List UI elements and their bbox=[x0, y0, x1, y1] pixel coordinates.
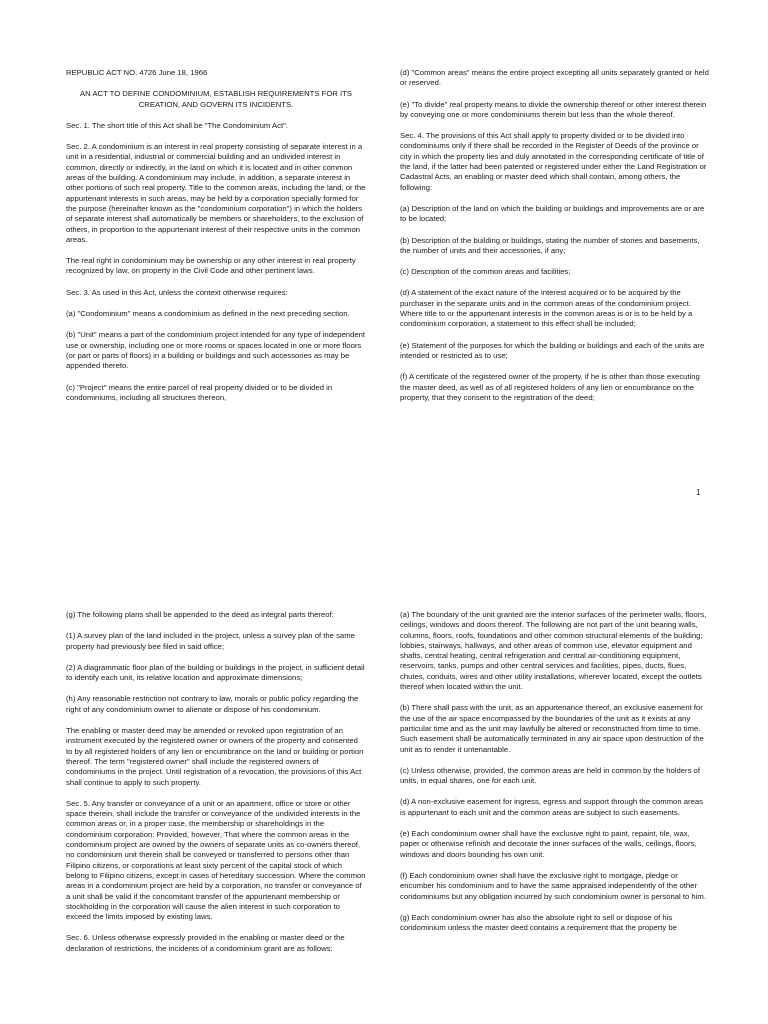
paragraph: The real right in condominium may be ownership or any other interest in real property recognized by law, on property in the Civil Code and other pertinent laws. bbox=[66, 256, 356, 276]
paragraph: (1) A survey plan of the land included in the project, unless a survey plan of the same property had previously bee filed in said office; bbox=[66, 631, 355, 651]
paragraph: Sec. 3. As used in this Act, unless the context otherwise requires: bbox=[66, 287, 288, 297]
paragraph: (e) Statement of the purposes for which the building or buildings and each of the units are intended or restricted as to use; bbox=[400, 340, 705, 360]
paragraph: (e) "To divide" real property means to divide the ownership thereof or other interest therein by conveying one or more condominiums therein but less than the whole thereof. bbox=[400, 99, 707, 119]
paragraph: Sec. 4. The provisions of this Act shall apply to property divided or to be divided into condominiums only if there shall be recorded in the Register of Deeds of the province or city in which the property lies and duly annotated in the corresponding certificate of title of the land, if the latter had been patented or registered under either the Land Registration or Cadastral Acts, an enabling or master deed which shall contain, among others, the following: bbox=[400, 131, 707, 192]
paragraph: (2) A diagrammatic floor plan of the building or buildings in the project, in sufficient detail to identify each unit, its relative location and approximate dimensions; bbox=[66, 662, 365, 683]
paragraph: (a) The boundary of the unit granted are the interior surfaces of the perimeter walls, floors, ceilings, windows and doors thereof. The following are not part of the unit bearing walls, columns, floors, roofs, foundations and other common structural elements of the building; lobbies, stairways, hallways, and other areas of common use, elevator equipment and shafts, central heating, central refrigeration and central air-conditioning equipment, reservoirs, tanks, pumps and other central services and facilities, pipes, ducts, flues, chutes, conduits, wires and other utility installations, wherever located, except the outlets thereof when located within the unit. bbox=[400, 610, 707, 692]
paragraph: Sec. 1. The short title of this Act shall be "The Condominium Act". bbox=[66, 120, 288, 130]
page2-left-column bbox=[66, 610, 366, 965]
paragraph: Sec. 6. Unless otherwise expressly provided in the enabling or master deed or the declaration of restrictions, the incidents of a condominium grant are as follows: bbox=[66, 933, 345, 953]
page2-right-column bbox=[400, 610, 710, 944]
page-number: 1 bbox=[696, 488, 701, 497]
page-gap bbox=[0, 520, 768, 590]
paragraph: (d) A non-exclusive easement for ingress, egress and support through the common areas is appurtenant to each unit and the common areas are subject to such easements. bbox=[400, 797, 703, 817]
paragraph: (c) Description of the common areas and facilities; bbox=[400, 267, 571, 277]
page1-right-column bbox=[400, 68, 710, 414]
paragraph: (g) Each condominium owner has also the absolute right to sell or dispose of his condominium unless the master deed contains a requirement that the property be bbox=[400, 912, 677, 933]
page1-left-column bbox=[66, 68, 366, 414]
paragraph: (g) The following plans shall be appended to the deed as integral parts thereof: bbox=[66, 610, 334, 619]
paragraph: (c) Unless otherwise, provided, the common areas are held in common by the holders of units, in equal shares, one for each unit. bbox=[400, 765, 700, 786]
paragraph: (b) There shall pass with the unit, as an appurtenance thereof, an exclusive easement for the use of the air space encompassed by the boundaries of the unit as it exists at any particular time and as the unit may lawfully be altered or reconstructed from time to time. Such easement shall be automatically terminated in any air space upon destruction of the unit as to render it untenantable. bbox=[400, 703, 704, 754]
act-title: AN ACT TO DEFINE CONDOMINIUM, ESTABLISH REQUIREMENTS FOR ITS CREATION, AND GOVERN ITS INCIDENTS. bbox=[80, 89, 352, 109]
paragraph: The enabling or master deed may be amended or revoked upon registration of an instrument executed by the registered owner or owners of the property and consented to by all registered holders of any lien or encumbrance on the land or building or portion thereof. The term "registered owner" shall include the registered owners of condominiums in the project. Until registration of a revocation, the provisions of this Act shall continue to apply to such property. bbox=[66, 726, 364, 787]
paragraph: (d) A statement of the exact nature of the interest acquired or to be acquired by the purchaser in the separate units and in the common areas of the condominium project. Where title to or the appurtenant interests in the common areas is or is to be held by a condominium corporation, a statement to this effect shall be included; bbox=[400, 288, 693, 329]
paragraph: (f) Each condominium owner shall have the exclusive right to mortgage, pledge or encumber his condominium and to have the same appraised independently of the other condominiums but any obligation incurred by such condominium owner is personal to him. bbox=[400, 870, 706, 901]
paragraph: (c) "Project" means the entire parcel of real property divided or to be divided in condominiums, including all structures thereon, bbox=[66, 382, 333, 402]
paragraph: Sec. 5. Any transfer or conveyance of a unit or an apartment, office or store or other space therein, shall include the transfer or conveyance of the undivided interests in the common areas or, in a proper case, the membership or shareholdings in the condominium corporation: Provided, however, That where the common areas in the condominium project are owned by the owners of separate units as co-owners thereof, no condominium unit therein shall be conveyed or transferred to persons other than Filipino citizens, or corporations at least sixty percent of the capital stock of which belong to Filipino citizens, except in cases of hereditary succession. Where the common areas in a condominium project are held by a corporation, no transfer or conveyance of a unit shall be valid if the concomitant transfer of the appurtenant membership or stockholding in the corporation will cause the alien interest in such corporation to exceed the limits imposed by existing laws. bbox=[66, 798, 366, 922]
paragraph: (b) "Unit" means a part of the condominium project intended for any type of independent use or ownership, including one or more rooms or spaces located in one or more floors (or part or parts of floors) in a building or buildings and such accessories as may be appended thereto. bbox=[66, 330, 366, 371]
paragraph: (a) "Condominium" means a condominium as defined in the next preceding section. bbox=[66, 309, 350, 319]
paragraph: (f) A certificate of the registered owner of the property, if he is other than those executing the master deed, as well as of all registered holders of any lien or encumbrance on the property, that they consent to the registration of the deed; bbox=[400, 372, 700, 402]
paragraph: Sec. 2. A condominium is an interest in real property consisting of separate interest in a unit in a residential, industrial or commercial building and an undivided interest in common, directly or indirectly, in the land on which it is located and in other common areas of the building. A condominium may include, in addition, a separate interest in other portions of such real property. Title to the common areas, including the land, or the appurtenant interests in such areas, may be held by a corporation specially formed for the purpose (hereinafter known as the "condominium corporation") in which the holders of separate interest shall automatically be members or shareholders, to the exclusion of others, in proportion to the appurtenant interest of their respective units in the common areas. bbox=[66, 142, 366, 244]
act-header: REPUBLIC ACT NO. 4726 June 18, 1966 bbox=[66, 68, 208, 77]
paragraph: (h) Any reasonable restriction not contrary to law, morals or public policy regarding the right of any condominium owner to alienate or dispose of his condominium. bbox=[66, 694, 359, 714]
paragraph: (b) Description of the building or buildings, stating the number of stories and basements, the number of units and their accessories, if any; bbox=[400, 235, 700, 255]
paragraph: (e) Each condominium owner shall have the exclusive right to paint, repaint, tile, wax, paper or otherwise refinish and decorate the inner surfaces of the walls, ceilings, floors, windows and doors bounding his own unit. bbox=[400, 829, 697, 859]
paragraph: (a) Description of the land on which the building or buildings and improvements are or are to be located; bbox=[400, 203, 705, 224]
paragraph: (d) "Common areas" means the entire project excepting all units separately granted or held or reserved. bbox=[400, 68, 709, 88]
